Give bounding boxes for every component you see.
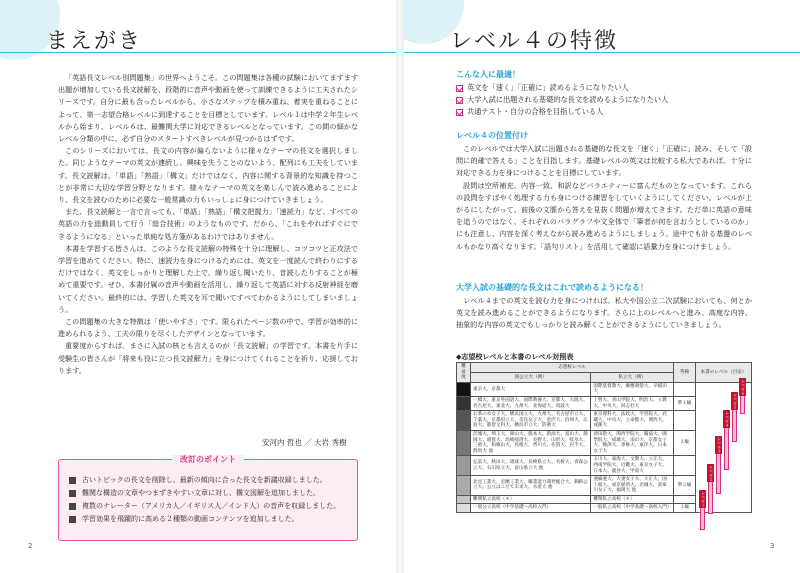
level-label: レベル２ <box>709 465 714 481</box>
table-cell: 一橋大、東京外国語大、国際教養大、京都大、大阪大、名古屋大、東北大、九州大、北海道大、筑波大 <box>471 396 591 410</box>
can-heading: 大学入試の基礎的な長文はこれで読めるようになる！ <box>456 283 648 292</box>
table-cell: 準１級 <box>674 396 696 410</box>
paragraph: 本書を学習する皆さんは、このような長文読解の特殊を十分に理解し、コツコツと正攻法で学習を進めてください。特に、速読力を身につけるためには、英文を一度読んで終わりにするだけではなく、英文をしっかりと理解した上で、繰り返し聞いたり、音読したりすることが極めて重要です。ぜひ、本書付属の音声や動画を活用し、繰り返して英語に対する反射神経を磨いてください。最終的には、学習した英文を耳で聞いてすべてわかるようにしてしまいましょう。 <box>58 243 358 314</box>
paragraph: 重要度からすれば、まさに入試の核とも言えるのが「長文読解」の学習です。本書を片手に受験生の皆さんが「将来も役に立つ長文読解力」を身につけてくれることを祈り、応援しております。 <box>58 341 358 375</box>
page-title: レベル４の特徴 <box>450 29 619 54</box>
table-header-row <box>457 363 752 373</box>
level-cell <box>457 495 471 504</box>
table-cell: 国際基督教大、慶應義塾大、早稲田大 <box>591 382 674 396</box>
column-header: 私立大（例） <box>591 372 674 382</box>
checkbox-icon <box>69 503 76 510</box>
author-signature: 安河内 哲也 ／ 大岩 秀樹 <box>262 438 347 447</box>
points-list <box>69 474 349 526</box>
table-cell: ３級 <box>674 504 696 513</box>
level-cell <box>457 382 471 396</box>
list-item: 大学入試に出題される基礎的な長文を読めるようになりたい人 <box>456 94 668 106</box>
table-cell: ２級 <box>674 430 696 455</box>
level-label: レベル４ <box>725 411 730 427</box>
level-label: レベル３ <box>717 437 722 453</box>
check-icon <box>456 97 463 104</box>
column-header: 難易度 <box>457 363 471 383</box>
level-cell <box>457 456 471 476</box>
page-title: まえがき <box>46 29 143 54</box>
revision-points-box <box>58 455 358 541</box>
table-cell <box>674 382 696 396</box>
points-title: 改訂のポイント <box>172 455 244 464</box>
column-header: 本書のレベル（目安） <box>696 363 752 383</box>
level-label: レベル６ <box>741 379 746 395</box>
checkbox-icon <box>69 516 76 523</box>
table-cell: 上智大、青山学院大、明治大、立教大、中央大、同志社大 <box>591 396 674 410</box>
paragraph: また、長文読解と一言で言っても、「単語」「熟語」「構文把握力」「速読力」など、すべての英語の力を総動員して行う「総合技術」のようなものです。だから、「これをやればすぐにできるようになる」といった単純な処方箋があるわけではありません。 <box>58 207 358 241</box>
right-page <box>404 0 800 573</box>
level-range-chart <box>696 374 752 534</box>
checkbox-icon <box>69 490 76 497</box>
list-item: 難関な構造の文章やつまずきやすい文章に対し、構文図解を追加しました。 <box>69 487 349 500</box>
table-cell: 弘前大、秋田大、琉球大、長崎県立大、名桜大、青森公立大、石川県立大、富山県立大 他 <box>471 456 591 476</box>
preface-body <box>58 72 358 377</box>
table-cell: 亜細亜大、大妻女子大、大正大、国士舘大、東京経済大、名城大、武庫川女子大、福岡大 他 <box>591 476 674 496</box>
position-body <box>456 143 752 253</box>
list-item: 共通テスト・自分の合格を目指している人 <box>456 106 668 118</box>
paragraph: この問題集の大きな特徴は「使いやすさ」です。限られたページ数の中で、学習が効率的に進められるよう、工夫の限りを尽くしたデザインとなっています。 <box>58 317 358 339</box>
table-cell: 東京理科大、法政大、学習院大、武蔵大、中央大、立命館大、関西大、成蹊大 <box>591 411 674 431</box>
level-label: レベル５ <box>733 393 738 409</box>
level-cell <box>457 411 471 431</box>
table-title: ◆志望校レベルと本書のレベル対照表 <box>456 353 574 361</box>
page-number: 3 <box>770 542 775 550</box>
table-cell <box>674 411 696 431</box>
column-header: 国公立大（例） <box>471 372 591 382</box>
table-cell: 津田塾大、関西学院大、獨協大、國學院大、成城大、南山大、京都女子大、駒澤大、専修大、東洋大、日本女子大 <box>591 430 674 455</box>
table-cell: 玉川大、東海大、文教大、立正大、西南学院大、近畿大、東京女子大、日本大、龍谷大、甲南大 <box>591 456 674 476</box>
paragraph: このシリーズにおいては、長文の内容が偏らないように様々なテーマの長文を選択しました。同じようなテーマの英文が連続し、興味を失うことのないよう、配列にも工夫をしています。長文読解は、「単語」「熟語」「構文」だけではなく、内容に関する背景的な知識を持つことが非常に大切な学習分野となります。様々なテーマの英文を楽しんで読み進めることにより、長文を読むのために必要な一般常識の力もいっしょに身につけていきましょう。 <box>58 146 358 205</box>
paragraph: 「英語長文レベル別問題集」の世界へようこそ。この問題集は各種の試験においてますます出題が増加している長文読解を、段階的に音声や動画を使って訓練できるように工夫されたシリーズです。自分に最も合ったレベルから、小さなステップを積み重ね、着実を重ねることによって、第一志望合格レベルに到達することを目標としています。レベル１は中学２年生レベルから始まり、レベル６は、最難関大学に対応できるレベルとなっています。この間の細かなレベル分類の中に、必ず自分のスタートすべきレベルが見つかるはずです。 <box>58 73 358 144</box>
paragraph: レベル４までの英文を読む力を身につければ、私大や国公立二次試験においても、何とか英文を読み進めることができるようになります。さらに上のレベルへと進み、高度な内容、抽象的な内容の英文でもしっかりと読み解くことができるようにしていきましょう。 <box>456 296 752 330</box>
paragraph: このレベルでは大学入試に出題される基礎的な長文を「速く」「正確に」読み、そして「設問に的確で答える」ことを目指します。基礎レベルの英文は比較する私大であれば、十分に対応できる力を身につけることを目標にしています。 <box>456 144 752 178</box>
list-item: 古いトピックの長文を削除し、最新の傾向に合った長文を新議収録しました。 <box>69 474 349 487</box>
table-cell: 難関私立高校（＊） <box>591 495 674 504</box>
table-cell: 一般私立高校（中学基礎～高校入門） <box>591 504 674 513</box>
table-cell: 難関私立高校（＊） <box>471 495 591 504</box>
target-list <box>456 82 668 118</box>
check-icon <box>456 85 463 92</box>
list-item: 英文を「速く」「正確に」読めるようになりたい人 <box>456 82 668 94</box>
table-cell <box>674 456 696 476</box>
target-heading: こんな人に最適！ <box>456 70 520 79</box>
position-heading: レベル４の位置付け <box>456 131 528 140</box>
checkbox-icon <box>69 477 76 484</box>
book-gutter <box>396 0 404 573</box>
table-cell: 北見工業大、室蘭工業大、職業能力開発総合大、釧路公立大、公立はこだて未来大、水産大 他 <box>471 476 591 496</box>
left-page <box>0 0 396 573</box>
list-item: 学習効果を飛躍的に高める２種類の動画コンテンツを追加しました。 <box>69 513 349 526</box>
level-cell <box>457 476 471 496</box>
list-item: 複数のナレーター（アメリカ人／イギリス人／インド人）の音声を収録しました。 <box>69 500 349 513</box>
table-cell: 茨城大、埼玉大、岡山大、熊本大、新潟大、富山大、静岡大、滋賀大、高崎経済大、長野大、山形大、岐阜大、三重大、和歌山大、島根大、香川大、佐賀大、岩手大、群馬大 他 <box>471 430 591 455</box>
level-cell <box>457 504 471 513</box>
can-body <box>456 295 752 332</box>
level-label: レベル１ <box>701 491 706 507</box>
table-cell: 一般公立高校（中学基礎～高校入門） <box>471 504 591 513</box>
table-cell <box>674 495 696 504</box>
column-header: 志望校レベル <box>471 363 674 373</box>
table-cell: 準２級 <box>674 476 696 496</box>
level-cell <box>457 396 471 410</box>
table-cell: お茶の水女子大、横浜国立大、九州大、名古屋市立大、千葉大、京都府立大、奈良女子大、金沢大、信州大、広島大、都留文科大、横浜市立大、防衛大 <box>471 411 591 431</box>
level-cell <box>457 430 471 455</box>
check-icon <box>456 109 463 116</box>
column-header: 英検 <box>674 363 696 383</box>
paragraph: 設問は空所補充、内容一致、和訳などバラエティーに富んだものとなっています。これらの設問をすばやく処理する力も身につける練習をしていくようにしてください。レベルが上がるにしたがって、前後の文脈から答えを見抜く問題が増えてきます。ただ単に英語の意味を追うのではなく、それぞれのパラグラフや文全体で「筆者が何を言おうとしているのか」にも注意し、内容を深く考えながら読み進めるようにしましょう。途中でも計る基盤のレベルもかなり高くなります。「語句リスト」を活用して確認に語彙力を身につけましょう。 <box>456 180 752 251</box>
page-number: 2 <box>28 542 33 550</box>
table-cell: 東京大、京都大 <box>471 382 591 396</box>
